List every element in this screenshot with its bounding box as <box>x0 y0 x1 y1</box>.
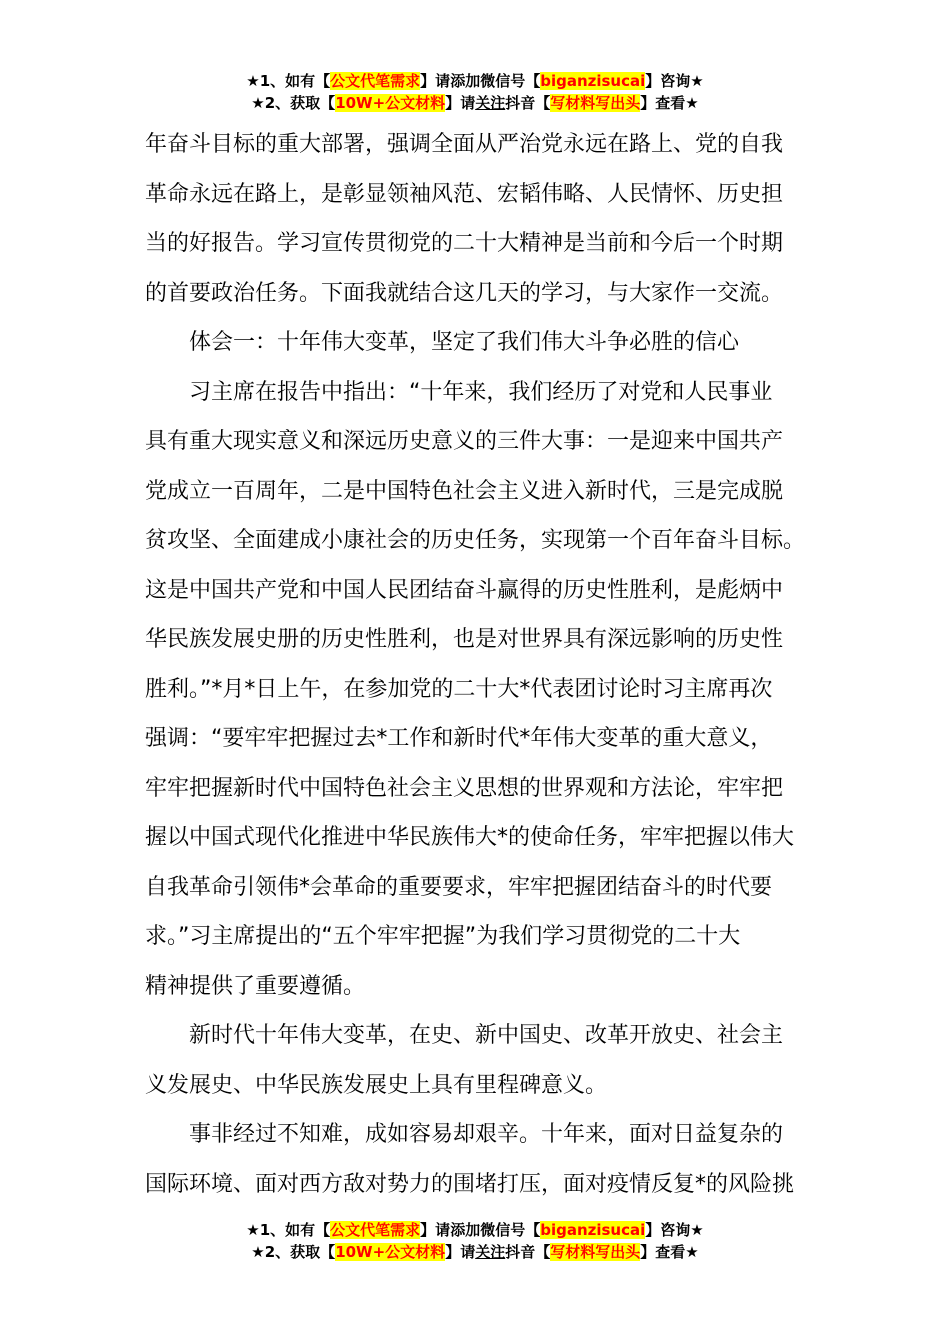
body-line: 新时代十年伟大变革，在史、新中国史、改革开放史、社会主 <box>189 1023 784 1048</box>
banner-highlight: 公文代笔需求 <box>330 1221 421 1239</box>
banner-text: 】咨询★ <box>645 72 704 90</box>
body-line: 贫攻坚、全面建成小康社会的历史任务，实现第一个百年奋斗目标。 <box>145 528 806 553</box>
banner-text: ★1、如有【 <box>246 72 331 90</box>
body-line: 习主席在报告中指出：“十年来，我们经历了对党和人民事业 <box>189 379 773 405</box>
banner-highlight: 写材料写出头 <box>550 1243 641 1261</box>
banner-highlight: biganzisucai <box>540 1221 646 1239</box>
banner-line-1 <box>0 70 950 92</box>
banner-text: 抖音【 <box>505 94 551 112</box>
banner-text: 抖音【 <box>505 1243 551 1261</box>
body-line: 当的好报告。学习宣传贯彻党的二十大精神是当前和今后一个时期 <box>145 231 784 256</box>
banner-text: ★2、获取【 <box>251 1243 336 1261</box>
banner-text: 】请 <box>420 72 451 90</box>
body-line: 牢牢把握新时代中国特色社会主义思想的世界观和方法论，牢牢把 <box>145 775 784 801</box>
body-line: 这是中国共产党和中国人民团结奋斗赢得的历史性胜利，是彪炳中 <box>145 577 784 603</box>
banner-highlight: 10W+公文材料 <box>335 94 446 112</box>
body-line: 党成立一百周年，二是中国特色社会主义进入新时代，三是完成脱 <box>145 478 784 504</box>
body-line: 事非经过不知难，成如容易却艰辛。十年来，面对日益复杂的 <box>189 1122 784 1147</box>
banner-highlight: biganzisucai <box>540 72 646 90</box>
banner-emphasis: 关注 <box>475 94 506 112</box>
banner-emphasis: 关注 <box>475 1243 506 1261</box>
banner-text: 】查看★ <box>640 1243 699 1261</box>
banner-text: ★1、如有【 <box>246 1221 331 1239</box>
body-line: 革命永远在路上，是彰显领袖风范、宏韬伟略、人民情怀、历史担 <box>145 181 784 207</box>
body-line: 具有重大现实意义和深远历史意义的三件大事：一是迎来中国共产 <box>145 429 784 454</box>
body-line: 义发展史、中华民族发展史上具有里程碑意义。 <box>145 1072 608 1098</box>
banner-text: 微信号【 <box>480 72 541 90</box>
header-banner <box>0 70 950 114</box>
banner-line-1 <box>0 1219 950 1241</box>
banner-highlight: 10W+公文材料 <box>335 1243 446 1261</box>
banner-line-2 <box>0 92 950 114</box>
section-heading: 体会一：十年伟大变革，坚定了我们伟大斗争必胜的信心 <box>189 330 740 355</box>
banner-line-2 <box>0 1241 950 1263</box>
body-line: 华民族发展史册的历史性胜利，也是对世界具有深远影响的历史性 <box>145 627 784 652</box>
banner-emphasis: 添加 <box>450 72 481 90</box>
banner-text: 】咨询★ <box>645 1221 704 1239</box>
document-body <box>145 120 815 1209</box>
body-line: 的首要政治任务。下面我就结合这几天的学习，与大家作一交流。 <box>145 280 784 306</box>
banner-text: 】查看★ <box>640 94 699 112</box>
body-line: 强调：“要牢牢把握过去*工作和新时代*年伟大变革的重大意义， <box>145 726 773 751</box>
body-line: 精神提供了重要遵循。 <box>145 973 366 999</box>
banner-highlight: 公文代笔需求 <box>330 72 421 90</box>
body-line: 求。”习主席提出的“五个牢牢把握”为我们学习贯彻党的二十大 <box>145 924 741 949</box>
banner-text: 】请 <box>445 94 476 112</box>
banner-text: 】请 <box>420 1221 451 1239</box>
banner-text: ★2、获取【 <box>251 94 336 112</box>
body-line: 年奋斗目标的重大部署，强调全面从严治党永远在路上、党的自我 <box>145 132 784 157</box>
banner-emphasis: 添加 <box>450 1221 481 1239</box>
body-line: 握以中国式现代化推进中华民族伟大*的使命任务，牢牢把握以伟大 <box>145 825 795 850</box>
body-line: 胜利。”*月*日上午，在参加党的二十大*代表团讨论时习主席再次 <box>145 676 773 702</box>
banner-text: 】请 <box>445 1243 476 1261</box>
banner-highlight: 写材料写出头 <box>550 94 641 112</box>
body-line: 国际环境、面对西方敌对势力的围堵打压，面对疫情反复*的风险挑 <box>145 1171 795 1197</box>
body-line: 自我革命引领伟*会革命的重要要求，牢牢把握团结奋斗的时代要 <box>145 874 773 900</box>
footer-banner <box>0 1219 950 1263</box>
banner-text: 微信号【 <box>480 1221 541 1239</box>
